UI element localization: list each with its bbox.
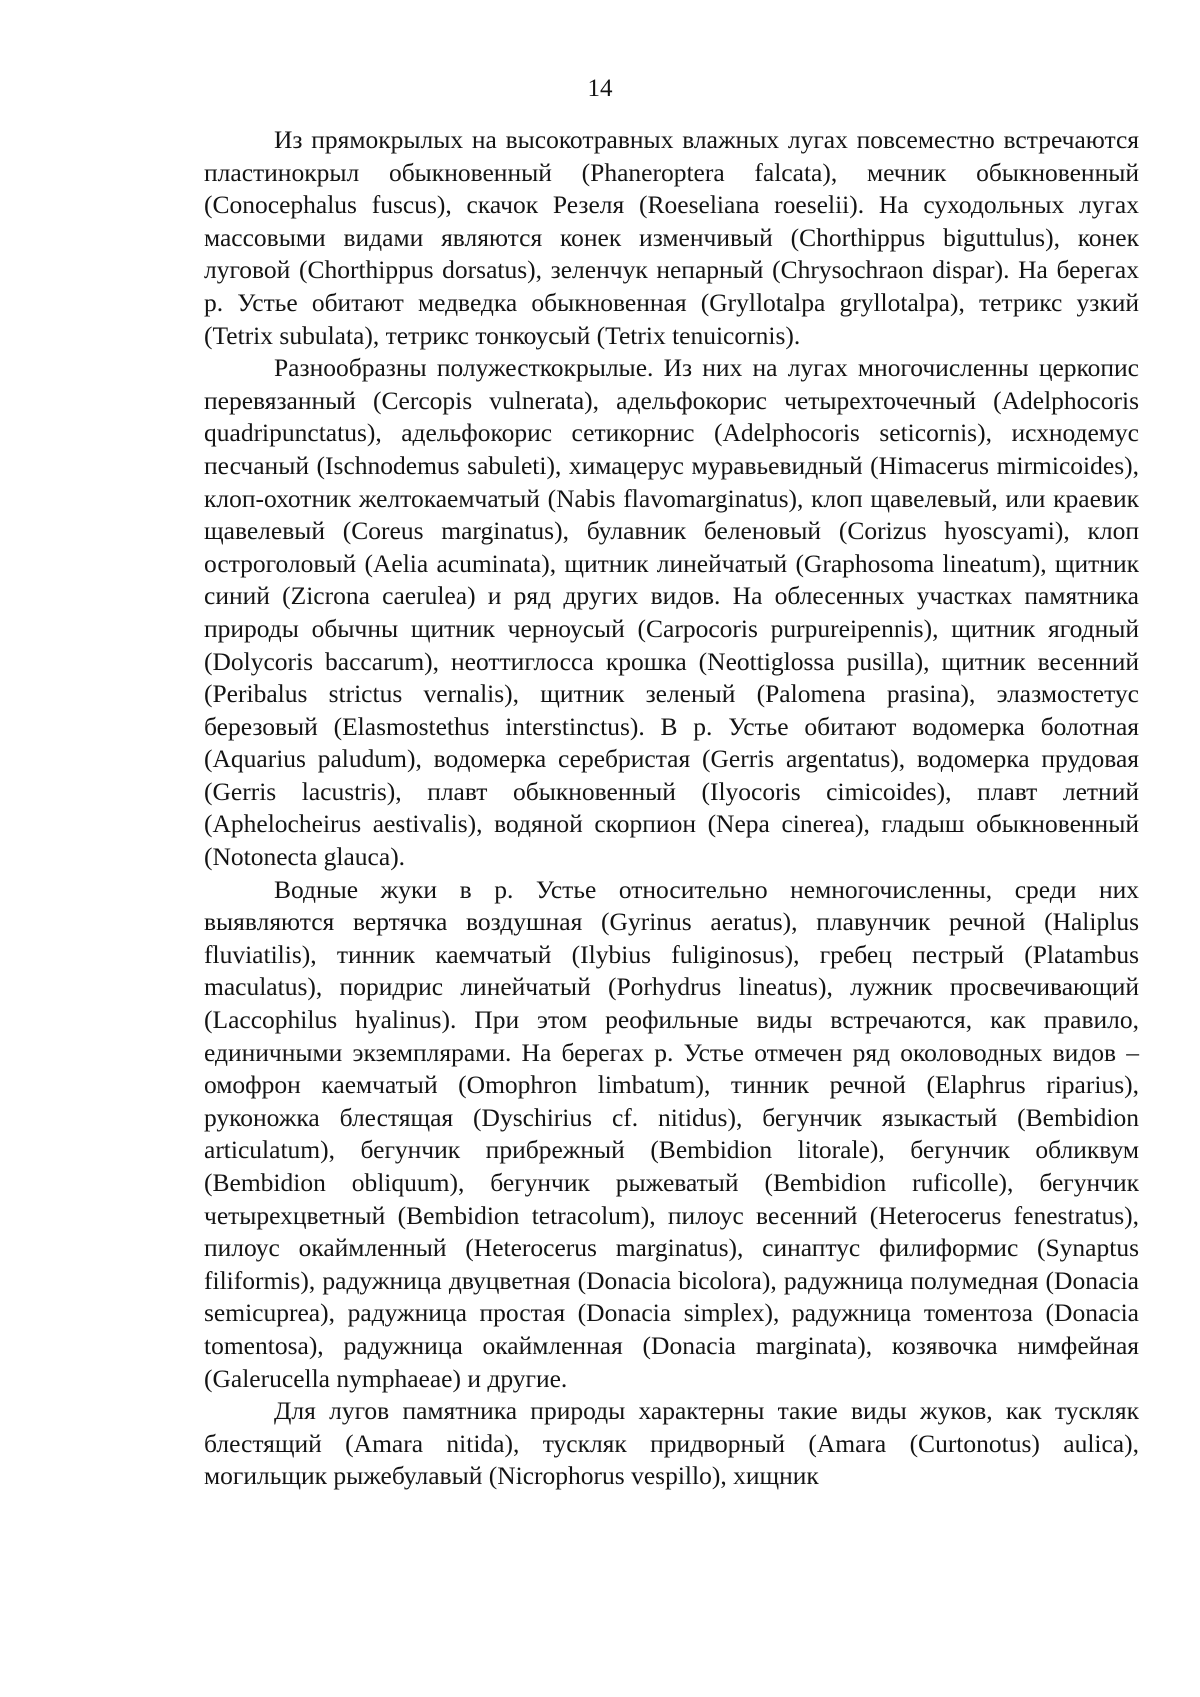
body-text bbox=[204, 124, 1139, 1493]
paragraph-hemiptera: Разнообразны полужесткокрылые. Из них на лугах многочисленны церкопис перевязанный (Cercopis vulnerata), адельфокорис четырехточечный (Adelphocoris quadripunctatus), адельфокорис сетикорнис (Adelphocoris seticornis), исхнодемус песчаный (Ischnodemus sabuleti), химацерус муравьевидный (Himacerus mirmicoides), клоп-охотник желтокаемчатый (Nabis flavomarginatus), клоп щавелевый, или краевик щавелевый (Coreus marginatus), булавник беленовый (Corizus hyoscyami), клоп остроголовый (Aelia acuminata), щитник линейчатый (Graphosoma lineatum), щитник синий (Zicrona caerulea) и ряд других видов. На облесенных участках памятника природы обычны щитник черноусый (Carpocoris purpureipennis), щитник ягодный (Dolycoris baccarum), неоттиглосса крошка (Neottiglossa pusilla), щитник весенний (Peribalus strictus vernalis), щитник зеленый (Palomena prasina), элазмостетус березовый (Elasmostethus interstinctus). В р. Устье обитают водомерка болотная (Aquarius paludum), водомерка серебристая (Gerris argentatus), водомерка прудовая (Gerris lacustris), плавт обыкновенный (Ilyocoris cimicoides), плавт летний (Aphelocheirus aestivalis), водяной скорпион (Nepa cinerea), гладыш обыкновенный (Notonecta glauca). bbox=[204, 353, 1139, 872]
paragraph-meadow-beetles: Для лугов памятника природы характерны такие виды жуков, как тускляк блестящий (Amara nitida), тускляк придворный (Amara (Curtonotus) aulica), могильщик рыжебулавый (Nicrophorus vespillo), хищник bbox=[204, 1396, 1139, 1491]
paragraph-aquatic-beetles: Водные жуки в р. Устье относительно немногочисленны, среди них выявляются вертячка воздушная (Gyrinus aeratus), плавунчик речной (Haliplus fluviatilis), тинник каемчатый (Ilybius fuliginosus), гребец пестрый (Platambus maculatus), поридрис линейчатый (Porhydrus lineatus), лужник просвечивающий (Laccophilus hyalinus). При этом реофильные виды встречаются, как правило, единичными экземплярами. На берегах р. Устье отмечен ряд околоводных видов – омофрон каемчатый (Omophron limbatum), тинник речной (Elaphrus riparius), руконожка блестящая (Dyschirius cf. nitidus), бегунчик языкастый (Bembidion articulatum), бегунчик прибрежный (Bembidion litorale), бегунчик обликвум (Bembidion obliquum), бегунчик рыжеватый (Bembidion ruficolle), бегунчик четырехцветный (Bembidion tetracolum), пилоус весенний (Heterocerus fenestratus), пилоус окаймленный (Heterocerus marginatus), синаптус филиформис (Synaptus filiformis), радужница двуцветная (Donacia bicolora), радужница полумедная (Donacia semicuprea), радужница простая (Donacia simplex), радужница томентоза (Donacia tomentosa), радужница окаймленная (Donacia marginata), козявочка нимфейная (Galerucella nymphaeae) и другие. bbox=[204, 874, 1139, 1393]
page-number: 14 bbox=[587, 75, 613, 102]
paragraph-orthoptera: Из прямокрылых на высокотравных влажных лугах повсеместно встречаются пластинокрыл обыкновенный (Phaneroptera falcata), мечник обыкновенный (Conocephalus fuscus), скачок Резеля (Roeseliana roeselii). На суходольных лугах массовыми видами являются конек изменчивый (Chorthippus biguttulus), конек луговой (Chorthippus dorsatus), зеленчук непарный (Chrysochraon dispar). На берегах р. Устье обитают медведка обыкновенная (Gryllotalpa gryllotalpa), тетрикс узкий (Tetrix subulata), тетрикс тонкоусый (Tetrix tenuicornis). bbox=[204, 125, 1139, 350]
